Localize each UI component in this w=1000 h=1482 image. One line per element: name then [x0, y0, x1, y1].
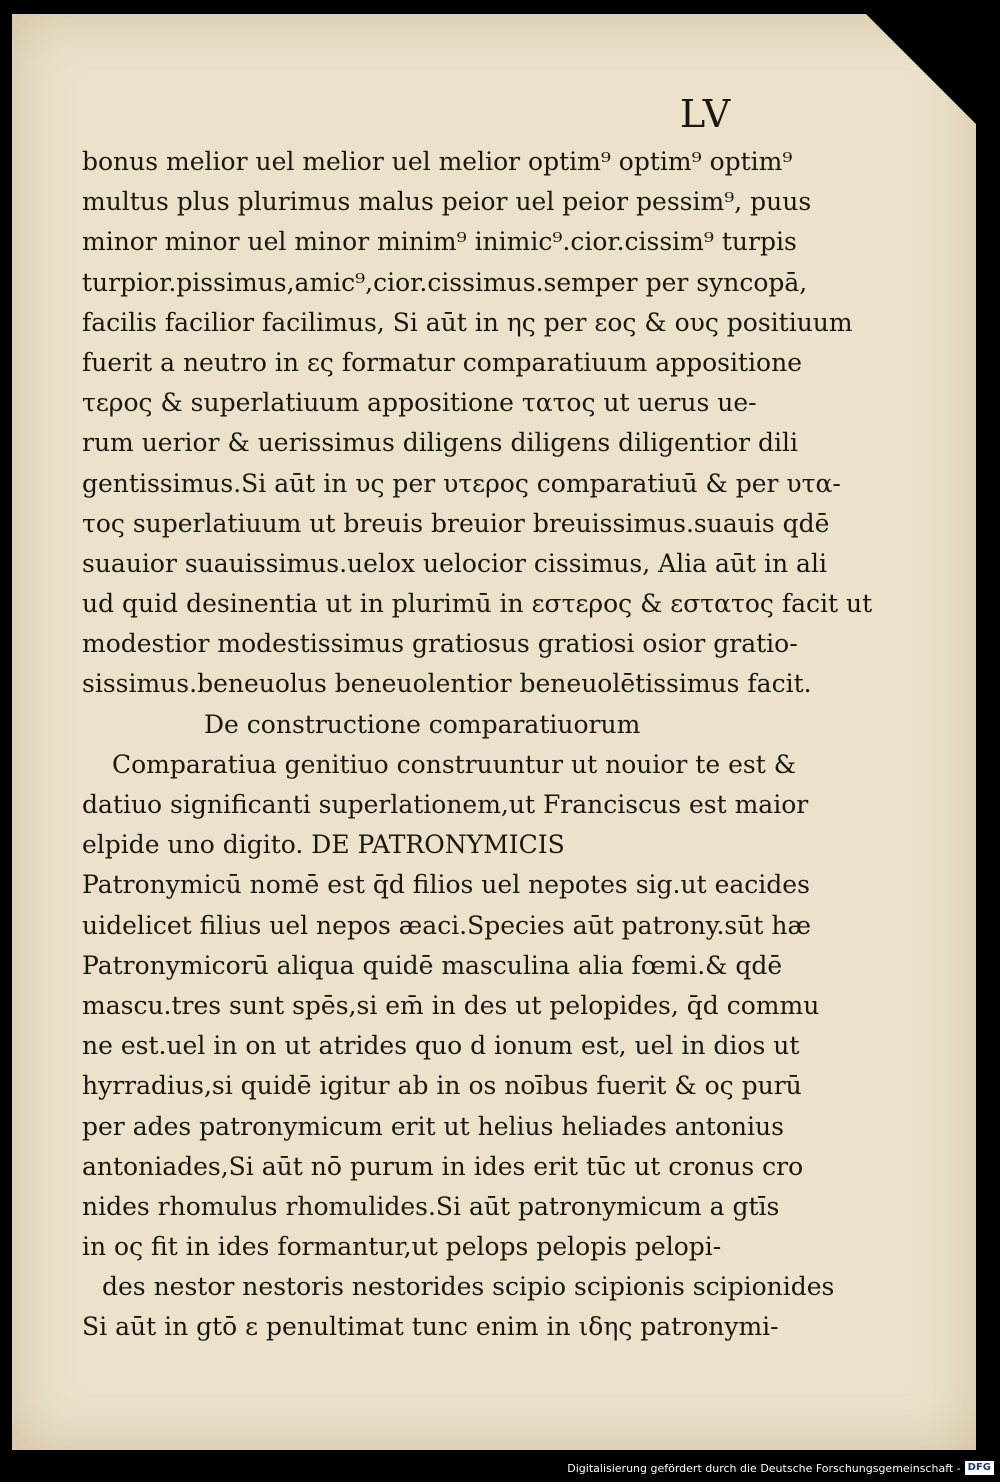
text-line: turpior.pissimus,amic⁹,cior.cissimus.semper per syncopā,: [82, 267, 808, 297]
text-line: multus plus plurimus malus peior uel peior pessim⁹, puus: [82, 187, 812, 217]
text-line: datiuo significanti superlationem,ut Franciscus est maior: [82, 790, 809, 819]
text-line: minor minor uel minor minim⁹ inimic⁹.cior.cissim⁹ turpis: [82, 227, 797, 257]
text-line: Si aūt in gtō ε penultimat tunc enim in ιδης patronymi-: [82, 1312, 779, 1342]
text-line: gentissimus.Si aūt in υς per υτερος comparatiuū & per υτα-: [82, 468, 841, 498]
folded-corner: [866, 14, 976, 124]
text-line: bonus melior uel melior uel melior optim⁹ optim⁹ optim⁹: [82, 147, 793, 176]
text-line: in ος fit in ides formantur,ut pelops pelopis pelopi-: [82, 1232, 722, 1262]
text-line: elpide uno digito. DE PATRONYMICIS: [82, 830, 565, 860]
digitization-credit: [567, 1460, 994, 1476]
text-block: [82, 142, 873, 1348]
text-line: facilis facilior facilimus, Si aūt in ης per εος & ους positiuum: [82, 307, 853, 337]
text-line: suauior suauissimus.uelox uelocior cissimus, Alia aūt in ali: [82, 548, 827, 578]
text-line: Patronymicū nomē est q̄d filios uel nepotes sig.ut eacides: [82, 870, 810, 900]
folio-number: LV: [680, 92, 733, 136]
text-line: antoniades,Si aūt nō purum in ides erit tūc ut cronus cro: [82, 1151, 804, 1181]
section-heading: De constructione comparatiuorum: [204, 709, 641, 739]
text-line: mascu.tres sunt spēs,si em̄ in des ut pelopides, q̄d commu: [82, 990, 820, 1020]
credit-text: Digitalisierung gefördert durch die Deutsche Forschungsgemeinschaft -: [567, 1461, 961, 1475]
text-line: ud quid desinentia ut in plurimū in εστερος & εστατος facit ut: [82, 589, 873, 619]
text-line: fuerit a neutro in ες formatur comparatiuum appositione: [82, 347, 802, 377]
dfg-logo: DFG: [965, 1461, 994, 1475]
text-line: hyrradius,si quidē igitur ab in os noībus fuerit & ος purū: [82, 1071, 802, 1101]
text-line: modestior modestissimus gratiosus gratiosi osior gratio-: [82, 629, 798, 659]
text-line: Comparatiua genitiuo construuntur ut nouior te est &: [112, 749, 796, 779]
text-line: nides rhomulus rhomulides.Si aūt patronymicum a gtīs: [82, 1191, 780, 1221]
text-line: Patronymicorū aliqua quidē masculina alia fœmi.& qdē: [82, 950, 783, 980]
text-line: rum uerior & uerissimus diligens diligens diligentior dili: [82, 428, 798, 458]
text-line: uidelicet filius uel nepos æaci.Species aūt patrony.sūt hæ: [82, 910, 811, 940]
text-line: per ades patronymicum erit ut helius heliades antonius: [82, 1111, 784, 1141]
text-line: τερος & superlatiuum appositione τατος ut uerus ue-: [82, 388, 757, 418]
text-line: sissimus.beneuolus beneuolentior beneuolētissimus facit.: [82, 669, 812, 699]
text-line: ne est.uel in on ut atrides quo d ionum est, uel in dios ut: [82, 1031, 800, 1061]
text-line: τος superlatiuum ut breuis breuior breuissimus.suauis qdē: [82, 508, 830, 538]
text-line: des nestor nestoris nestorides scipio scipionis scipionides: [102, 1272, 835, 1302]
book-page: [12, 14, 976, 1450]
